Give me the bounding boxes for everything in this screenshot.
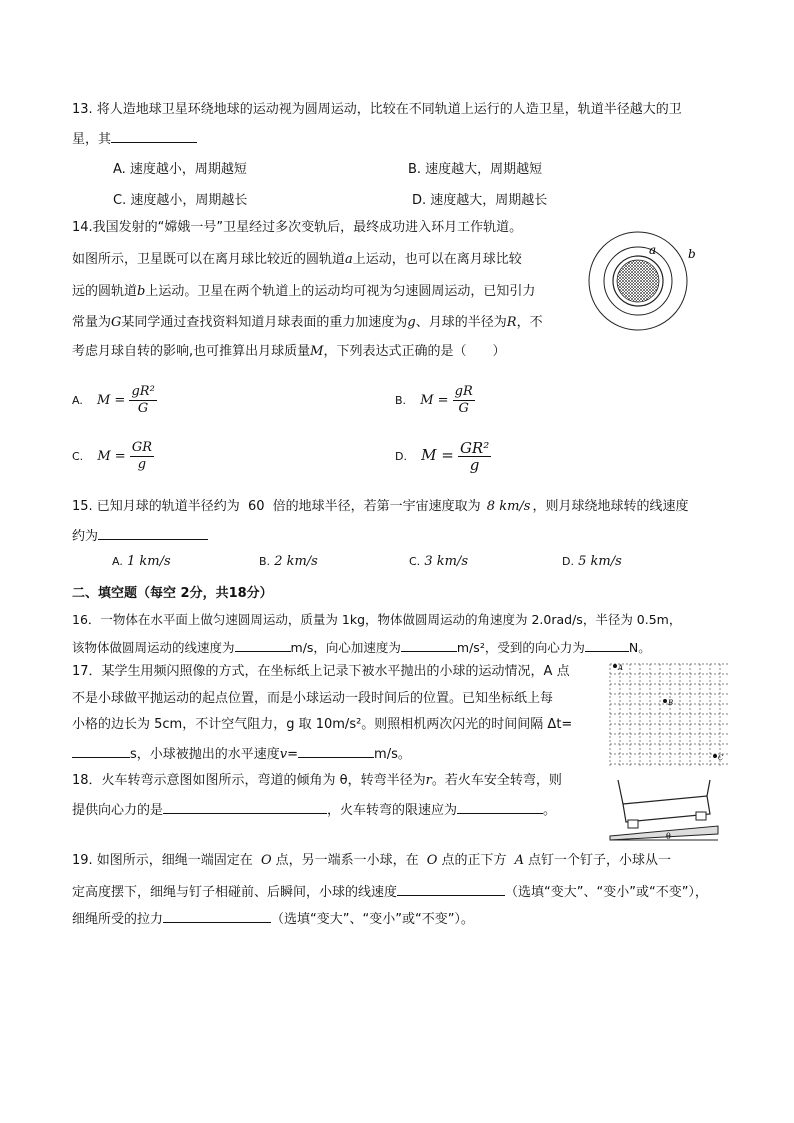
q14-text: 考虑月球自转的影响,也可推算出月球质量 — [72, 344, 311, 359]
q19-velocity-blank[interactable] — [397, 881, 505, 896]
point-A — [613, 664, 617, 668]
fraction-numerator: GR² — [459, 439, 490, 457]
symbol-R: R — [506, 315, 517, 330]
orbit-a-label: a — [345, 252, 353, 267]
q16-text: m/s²，受到的向心力为 — [456, 640, 585, 655]
q19-text: 19. 如图所示，细绳一端固定在 — [72, 853, 253, 868]
symbol-G: G — [111, 315, 122, 330]
q17-speed-blank[interactable] — [298, 743, 374, 758]
wheel-left-icon — [628, 820, 638, 828]
symbol-g: g — [407, 315, 416, 330]
q18-text: 。 — [543, 803, 557, 818]
q17-interval-blank[interactable] — [72, 743, 130, 758]
q15-line2 — [72, 525, 208, 546]
fraction-denominator: G — [137, 401, 149, 416]
orbit-b-label: b — [137, 284, 146, 299]
q16-acceleration-blank[interactable] — [401, 637, 457, 652]
option-value: 2 km/s — [274, 554, 318, 569]
point-O-label: O — [426, 853, 438, 868]
q19-text: 细绳所受的拉力 — [72, 912, 164, 927]
q15-option-d[interactable] — [562, 554, 622, 569]
q14-option-d[interactable] — [395, 440, 491, 473]
q14-line2 — [72, 251, 522, 269]
fraction-denominator: g — [137, 457, 147, 472]
train-curve-figure — [606, 778, 722, 842]
q17-text: m/s。 — [374, 747, 411, 762]
q14-text: 某同学通过查找资料知道月球表面的重力加速度为 — [121, 315, 408, 330]
q14-text: 常量为 — [72, 315, 112, 330]
q19-line1 — [72, 852, 671, 870]
q18-text: 提供向心力的是 — [72, 803, 164, 818]
q13-option-c[interactable]: C. 速度越小，周期越长 — [113, 193, 248, 208]
q18-line1 — [72, 772, 562, 790]
q19-text: （选填“变大”、“变小”或“不变”）， — [505, 885, 708, 900]
formula-lhs: M = — [420, 393, 449, 408]
fraction-denominator: G — [458, 401, 469, 416]
q15-line1 — [72, 498, 688, 516]
point-O-label: O — [260, 853, 272, 868]
symbol-v: v — [279, 747, 288, 762]
q15-option-b[interactable] — [259, 554, 318, 569]
formula-fraction — [453, 384, 475, 417]
fraction-numerator: GR — [131, 440, 152, 455]
q19-text: 定高度摆下，细绳与钉子相碰前、后瞬间，小球的线速度 — [72, 885, 398, 900]
q17-line2: 不是小球做平抛运动的起点位置，而是小球运动一段时间后的位置。已知坐标纸上每 — [72, 691, 554, 706]
symbol-M: M — [310, 344, 324, 359]
q13-answer-blank[interactable] — [111, 128, 197, 143]
q19-line2 — [72, 881, 708, 902]
formula-lhs: M = — [421, 446, 454, 464]
fig-label-b: b — [688, 247, 696, 261]
q19-tension-blank[interactable] — [163, 908, 271, 923]
formula-lhs: M = — [97, 449, 126, 464]
fig-label-C: C — [718, 754, 724, 762]
q19-line3 — [72, 908, 474, 929]
q14-text: 远的圆轨道 — [72, 284, 138, 299]
option-label: C. — [409, 555, 421, 568]
q16-line2 — [72, 637, 651, 657]
fig-label-B: B — [668, 699, 674, 707]
q19-text: 点钉一个钉子，小球从一 — [528, 853, 672, 868]
q14-line4 — [72, 314, 543, 332]
q15-option-c[interactable] — [409, 554, 468, 569]
q18-text: 18．火车转弯示意图如图所示，弯道的倾角为 θ，转弯半径为 — [72, 773, 426, 788]
q15-option-a[interactable] — [112, 554, 171, 569]
q13-option-d[interactable]: D. 速度越大，周期越长 — [412, 193, 548, 208]
point-A-label: A — [514, 853, 524, 868]
section-heading-fill-in: 二、填空题（每空 2分，共18分） — [72, 586, 273, 601]
q14-text: 上运动。卫星在两个轨道上的运动均可视为匀速圆周运动，已知引力 — [145, 284, 536, 299]
fraction-numerator: gR — [454, 384, 473, 399]
option-label: C. — [72, 450, 84, 463]
q16-text: N。 — [628, 640, 651, 655]
q15-text: 15. 已知月球的轨道半径约为 — [72, 499, 240, 514]
option-label: D. — [562, 555, 574, 568]
q15-answer-blank[interactable] — [98, 525, 208, 540]
q14-option-a[interactable] — [72, 384, 157, 417]
q15-value-60: 60 — [247, 499, 265, 514]
q14-text: ，下列表达式正确的是（ ） — [323, 344, 506, 359]
option-label: D. — [395, 450, 407, 463]
formula-fraction — [129, 384, 156, 417]
q14-text: 上运动，也可以在离月球比较 — [352, 252, 522, 267]
projectile-grid-figure — [606, 660, 732, 770]
option-value: 3 km/s — [424, 554, 468, 569]
q13-line1: 13. 将人造地球卫星环绕地球的运动视为圆周运动，比较在不同轨道上运行的人造卫星，轨道半径越大的卫 — [72, 102, 682, 117]
q17-line3: 小格的边长为 5cm，不计空气阻力，g 取 10m/s²。则照相机两次闪光的时间间隔 Δt= — [72, 717, 573, 732]
q15-text: 约为 — [72, 529, 99, 544]
q14-text: 如图所示，卫星既可以在离月球比较近的圆轨道 — [72, 252, 346, 267]
q18-text: 。若火车安全转弯，则 — [431, 773, 562, 788]
option-label: B. — [395, 394, 407, 407]
option-value: 1 km/s — [126, 554, 171, 569]
q19-text: 点，另一端系一小球，在 — [275, 853, 419, 868]
q17-text: s，小球被抛出的水平速度 — [130, 747, 280, 762]
fraction-numerator: gR² — [131, 384, 155, 399]
q14-line1: 14.我国发射的“嫦娥一号”卫星经过多次变轨后，最终成功进入环月工作轨道。 — [72, 220, 523, 235]
q14-option-c[interactable] — [72, 440, 154, 473]
theta-label: θ — [666, 832, 671, 841]
option-label: A. — [72, 394, 83, 407]
q16-text: m/s，向心加速度为 — [290, 640, 401, 655]
fraction-denominator: g — [469, 456, 480, 474]
q15-text: ，则月球绕地球转的线速度 — [532, 499, 689, 514]
moon-icon — [617, 260, 659, 302]
q18-speed-limit-blank[interactable] — [457, 799, 543, 814]
q17-line1: 17．某学生用频闪照像的方式，在坐标纸上记录下被水平抛出的小球的运动情况，A 点 — [72, 664, 570, 679]
formula-fraction — [458, 440, 491, 473]
wheel-right-icon — [696, 812, 706, 820]
fig-label-A: A — [618, 664, 624, 672]
q19-text: （选填“变大”、“变小”或“不变”）。 — [271, 912, 474, 927]
q18-force-blank[interactable] — [163, 799, 327, 814]
q16-text: 该物体做圆周运动的线速度为 — [72, 640, 235, 655]
moon-orbits-figure — [586, 226, 696, 336]
formula-lhs: M = — [96, 393, 126, 408]
q16-velocity-blank[interactable] — [235, 637, 291, 652]
option-label: B. — [259, 555, 271, 568]
q18-line2 — [72, 799, 556, 820]
q14-text: 、月球的半径为 — [415, 315, 507, 330]
q14-text: ，不 — [516, 315, 543, 330]
q14-line5 — [72, 343, 505, 361]
banked-track — [610, 826, 718, 840]
q16-line1: 16．一物体在水平面上做匀速圆周运动，质量为 1kg，物体做圆周运动的角速度为 2.0rad/s，半径为 0.5m， — [72, 612, 682, 627]
q13-option-b[interactable]: B. 速度越大，周期越短 — [408, 162, 543, 177]
q13-option-a[interactable]: A. 速度越小，周期越短 — [113, 162, 247, 177]
q14-line3 — [72, 283, 535, 301]
formula-fraction — [130, 440, 154, 473]
q17-text: = — [287, 747, 299, 762]
fig-label-a: a — [649, 243, 657, 257]
symbol-r: r — [425, 773, 432, 788]
point-B — [663, 699, 667, 703]
q17-line4 — [72, 743, 411, 764]
q16-force-blank[interactable] — [585, 637, 629, 652]
q15-text: 倍的地球半径，若第一宇宙速度取为 — [272, 499, 481, 514]
q19-text: 点的正下方 — [441, 853, 507, 868]
q15-value-8kms: 8 km/s — [486, 499, 531, 514]
q13-stem-end: 星，其 — [72, 132, 112, 147]
q14-option-b[interactable] — [395, 384, 475, 417]
q18-text: ，火车转弯的限速应为 — [327, 803, 458, 818]
point-C — [713, 754, 717, 758]
option-label: A. — [112, 555, 123, 568]
q13-line2 — [72, 128, 197, 149]
option-value: 5 km/s — [578, 554, 622, 569]
